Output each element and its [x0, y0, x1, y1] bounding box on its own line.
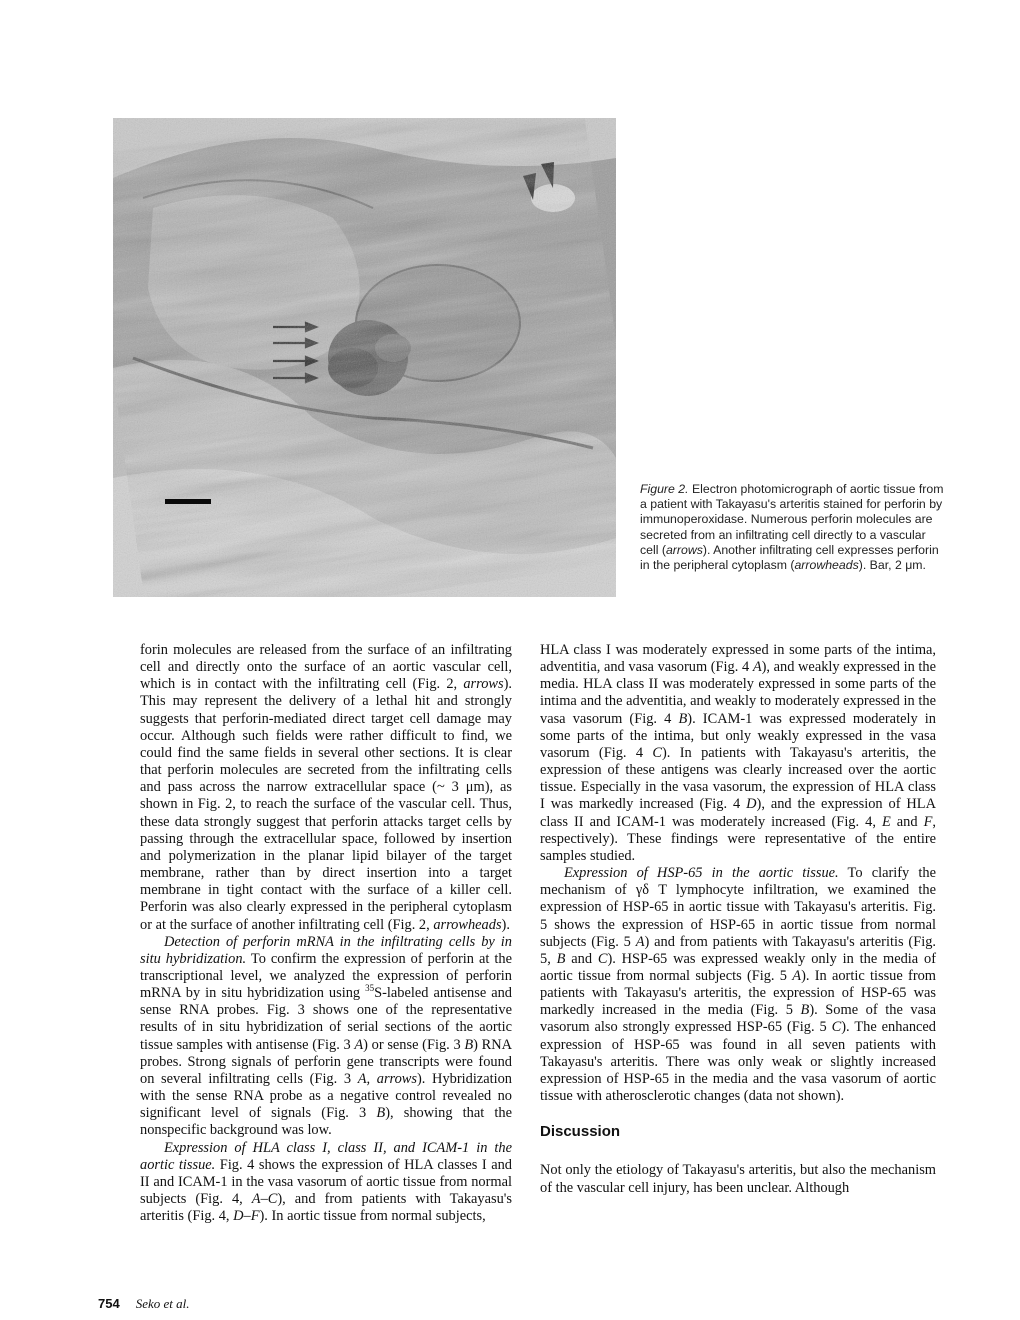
page-footer	[98, 1296, 190, 1312]
micrograph-image	[113, 118, 616, 597]
scale-bar	[165, 499, 211, 504]
paragraph: HLA class I was moderately expressed in some parts of the intima, adventitia, and vasa vasorum (Fig. 4 A), and weakly expressed in the media. HLA class II was moderately expressed in some parts of the intima and the adventitia, and weakly to moderately expressed in the vasa vasorum (Fig. 4 B). ICAM-1 was expressed moderately in some parts of the intima, but only weakly expressed in the vasa vasorum (Fig. 4 C). In patients with Takayasu's arteritis, the expression of these antigens was clearly increased over the aortic tissue. Especially in the vasa vasorum, the expression of HLA class I was markedly increased (Fig. 4 D), and the expression of HLA class II and ICAM-1 was moderately increased (Fig. 4, E and F, respectively). These findings were representative of the entire samples studied.	[540, 642, 936, 864]
subsection-heading: Detection of perforin mRNA in the infiltrating cells by in situ hybridization.	[140, 933, 512, 967]
paragraph: Expression of HLA class I, class II, and ICAM-1 in the aortic tissue. Fig. 4 shows the expression of HLA classes I and II and ICAM-1 in the vasa vasorum of aortic tissue from normal subjects (Fig. 4, A–C), and from patients with Takayasu's arteritis (Fig. 4, D–F). In aortic tissue from normal subjects,	[140, 1139, 512, 1225]
right-column	[540, 642, 936, 1197]
page-number: 754	[98, 1296, 120, 1311]
running-head: Seko et al.	[135, 1296, 190, 1311]
paragraph: Detection of perforin mRNA in the infiltrating cells by in situ hybridization. To confirm the expression of perforin at the transcriptional level, we analyzed the expression of perforin mRNA by in situ hybridization using $^{35}$S-labeled antisense and sense RNA probes. Fig. 3 shows one of the representative results of in situ hybridization of serial sections of the aortic tissue samples with antisense (Fig. 3 A) or sense (Fig. 3 B) RNA probes. Strong signals of perforin gene transcripts were found on several infiltrating cells (Fig. 3 A, arrows). Hybridization with the sense RNA probe as a negative control revealed no significant level of signals (Fig. 3 B), showing that the nonspecific background was low.	[140, 933, 513, 1139]
subsection-heading: Expression of HSP-65 in the aortic tissue.	[564, 865, 839, 882]
figure-2-micrograph	[113, 118, 616, 597]
paragraph: Not only the etiology of Takayasu's arteritis, but also the mechanism of the vascular cell injury, has been unclear. Although	[540, 1162, 936, 1196]
caption-label: Figure 2.	[640, 482, 689, 496]
paragraph: Expression of HSP-65 in the aortic tissue. To clarify the mechanism of γδ T lymphocyte infiltration, we examined the expression of HSP-65 in aortic tissue with Takayasu's arteritis. Fig. 5 shows the expression of HSP-65 in aortic tissue from normal subjects (Fig. 5 A) and from patients with Takayasu's arteritis (Fig. 5, B and C). HSP-65 was expressed weakly only in the media of aortic tissue from normal subjects (Fig. 5 A). In aortic tissue from patients with Takayasu's arteritis, the expression of HSP-65 was markedly increased in the media (Fig. 5 B). Some of the vasa vasorum also strongly expressed HSP-65 (Fig. 5 C). The enhanced expression of HSP-65 was found in all seven patients with Takayasu's arteritis. There was only weak or slightly increased expression of HSP-65 in the media and the vasa vasorum of aortic tissue with atherosclerotic changes (data not shown).	[540, 865, 937, 1105]
subsection-heading: Expression of HLA class I, class II, and ICAM-1 in the aortic tissue.	[140, 1139, 512, 1173]
section-heading-discussion: Discussion	[540, 1123, 621, 1141]
figure-caption: Figure 2. Electron photomicrograph of aortic tissue from a patient with Takayasu's arteritis stained for perforin by immunoperoxidase. Numerous perforin molecules are secreted from an infiltrating cell directly to a vascular cell (arrows). Another infiltrating cell expresses perforin in the peripheral cytoplasm (arrowheads). Bar, 2 μm.	[640, 482, 944, 573]
paragraph: forin molecules are released from the surface of an infiltrating cell and directly onto the surface of an aortic vascular cell, which is in contact with the infiltrating cell (Fig. 2, arrows). This may represent the delivery of a lethal hit and strongly suggests that perforin-mediated direct target cell damage may occur. Although such fields were rather difficult to find, we could find the same fields in several other sections. It is clear that perforin molecules are secreted from the infiltrating cells and pass across the narrow extracellular space (~ 3 μm), as shown in Fig. 2, to reach the surface of the vascular cell. Thus, these data strongly suggest that perforin attacks target cells by passing through the extracellular space, followed by insertion and polymerization in the planar lipid bilayer of the target membrane, rather than by direct insertion into a target membrane in tight contact with the surface of a killer cell. Perforin was also clearly expressed in the peripheral cytoplasm or at the surface of another infiltrating cell (Fig. 2, arrowheads).	[140, 642, 512, 933]
left-column	[140, 642, 512, 1225]
